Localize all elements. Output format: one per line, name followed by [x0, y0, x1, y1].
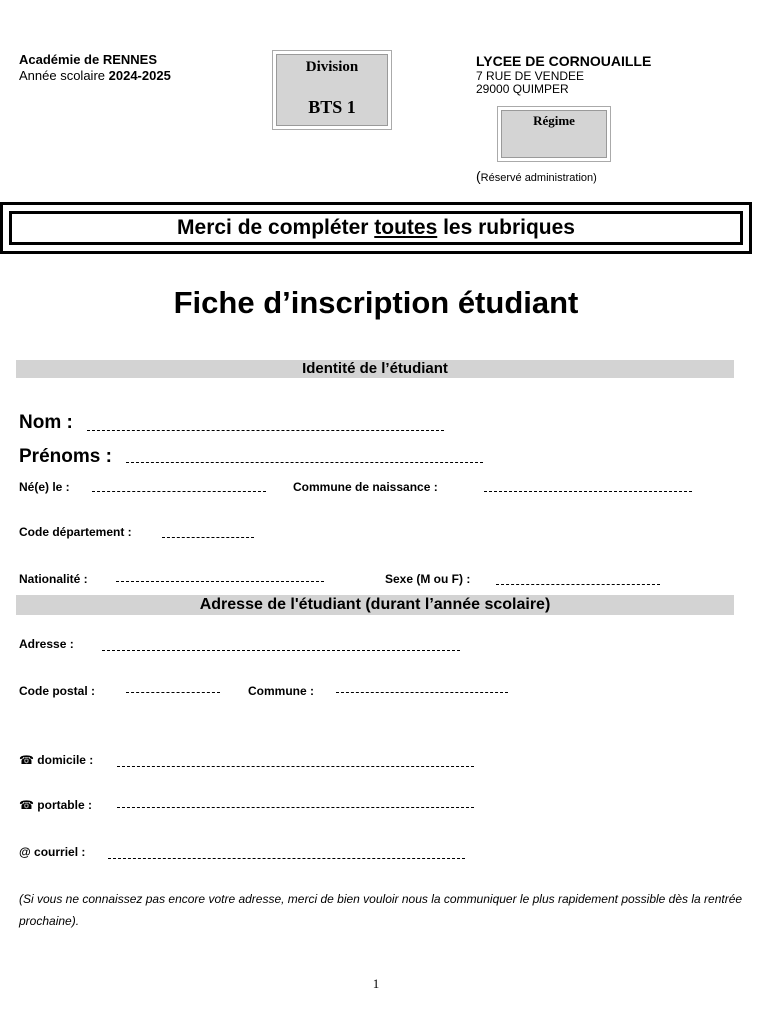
school-year [19, 68, 171, 84]
prenoms-label: Prénoms : [19, 446, 112, 467]
nationalite-field[interactable] [116, 581, 324, 582]
page-number: 1 [372, 976, 380, 991]
division-box [276, 54, 388, 126]
code-postal-label: Code postal : [19, 684, 96, 698]
banner-text-after: les rubriques [437, 216, 575, 239]
nom-field[interactable] [87, 430, 444, 431]
courriel-field[interactable] [108, 858, 465, 859]
division-value: BTS 1 [308, 97, 356, 117]
portable-label-text: portable : [37, 798, 92, 812]
regime-box[interactable] [501, 110, 607, 158]
adresse-field[interactable] [102, 650, 460, 651]
lycee-city: 29000 QUIMPER [476, 82, 569, 96]
commune-naissance-label: Commune de naissance : [293, 480, 438, 494]
academie-block [19, 52, 171, 84]
division-label: Division [305, 59, 359, 75]
code-postal-field[interactable] [126, 692, 220, 693]
nationalite-label: Nationalité : [19, 572, 88, 586]
lycee-name: LYCEE DE CORNOUAILLE [476, 53, 652, 69]
domicile-field[interactable] [117, 766, 474, 767]
academie-name: Académie de RENNES [19, 52, 157, 67]
lycee-block [476, 52, 651, 96]
commune-naissance-field[interactable] [484, 491, 692, 492]
commune-field[interactable] [336, 692, 508, 693]
sexe-label: Sexe (M ou F) : [385, 572, 471, 586]
address-note: (Si vous ne connaissez pas encore votre adresse, merci de bien vouloir nous la communiquer le plus rapidement possible dès la rentrée prochaine). [19, 892, 743, 928]
portable-field[interactable] [117, 807, 474, 808]
school-year-label: Année scolaire [19, 68, 109, 83]
prenoms-field[interactable] [126, 462, 483, 463]
ne-le-field[interactable] [92, 491, 266, 492]
commune-label: Commune : [248, 684, 314, 698]
portable-label [19, 798, 92, 812]
domicile-label [19, 753, 93, 767]
reserve-text: Réservé administration) [480, 172, 597, 184]
sexe-field[interactable] [496, 584, 660, 585]
reserve-note [476, 168, 597, 184]
school-year-value: 2024-2025 [108, 68, 171, 83]
regime-label: Régime [533, 113, 575, 128]
banner-text-before: Merci de compléter [177, 216, 375, 239]
phone-icon: ☎ [19, 753, 34, 767]
instruction-banner [0, 202, 752, 254]
section-adresse-heading: Adresse de l'étudiant (durant l’année scolaire) [16, 595, 734, 615]
ne-le-label: Né(e) le : [19, 480, 70, 494]
instruction-banner-inner [9, 211, 743, 245]
code-departement-label: Code département : [19, 525, 132, 539]
domicile-label-text: domicile : [37, 753, 94, 767]
page-title: Fiche d’inscription étudiant [173, 285, 579, 320]
banner-text-underlined: toutes [374, 216, 438, 239]
reserve-paren: ( [476, 168, 481, 184]
courriel-label: @ courriel : [19, 845, 86, 859]
phone-icon: ☎ [19, 798, 34, 812]
code-departement-field[interactable] [162, 537, 254, 538]
section-identite-heading: Identité de l’étudiant [16, 360, 734, 378]
adresse-label: Adresse : [19, 637, 74, 651]
nom-label: Nom : [19, 412, 73, 433]
lycee-street: 7 RUE DE VENDEE [476, 69, 585, 83]
